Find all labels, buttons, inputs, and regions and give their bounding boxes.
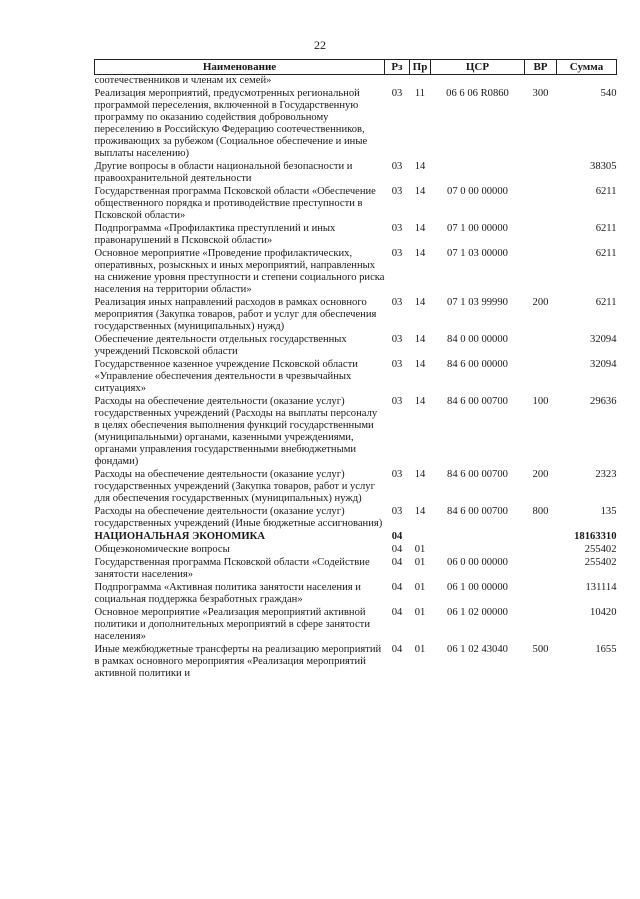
cell-rz: 04: [391, 607, 403, 618]
cell-vr: 100: [532, 396, 549, 407]
cell-pr: 11: [414, 88, 426, 99]
cell-vr: [525, 544, 557, 557]
cell-csr: 06 1 00 00000: [447, 582, 508, 593]
header-csr: ЦСР: [431, 60, 525, 75]
cell-csr: 06 1 02 43040: [447, 644, 508, 655]
cell-pr: 14: [414, 334, 426, 345]
table-row: [95, 88, 617, 161]
cell-name: Расходы на обеспечение деятельности (оказание услуг) государственных учреждений (Закупка товаров, работ и услуг для обеспечения государственных (муниципальных) нужд): [94, 469, 375, 504]
cell-pr: 14: [414, 161, 426, 172]
cell-csr: 07 0 00 00000: [447, 186, 508, 197]
cell-name: Основное мероприятие «Реализация мероприятий активной политики и дополнительных мероприятий в сфере занятости населения»: [94, 607, 370, 642]
cell-sum: 6211: [595, 186, 617, 197]
cell-pr: [410, 75, 431, 89]
table-row: [95, 359, 617, 396]
cell-rz: 04: [391, 644, 403, 655]
cell-rz: 03: [391, 469, 403, 480]
table-row: [95, 506, 617, 531]
cell-vr: [525, 531, 557, 544]
table-row: [95, 469, 617, 506]
cell-pr: 01: [414, 582, 426, 593]
cell-csr: 07 1 03 00000: [447, 248, 508, 259]
cell-sum: 32094: [590, 334, 617, 345]
cell-rz: [385, 75, 410, 89]
header-vr: ВР: [525, 60, 557, 75]
cell-vr: [525, 186, 557, 223]
table-row: [95, 248, 617, 297]
cell-sum: 6211: [595, 248, 617, 259]
cell-vr: [525, 557, 557, 582]
cell-vr: [525, 582, 557, 607]
table-row: [95, 396, 617, 469]
cell-name: Общеэкономические вопросы: [94, 544, 230, 555]
cell-rz: 03: [391, 297, 403, 308]
cell-vr: [525, 223, 557, 248]
cell-vr: 300: [532, 88, 549, 99]
cell-name: НАЦИОНАЛЬНАЯ ЭКОНОМИКА: [94, 531, 265, 542]
table-row: [95, 186, 617, 223]
cell-rz: 03: [391, 223, 403, 234]
cell-csr: [431, 75, 525, 89]
cell-pr: 14: [414, 396, 426, 407]
table-header-row: [95, 60, 617, 75]
cell-name: Реализация иных направлений расходов в рамках основного мероприятия (Закупка товаров, работ и услуг для обеспечения государственных (муниципальных) нужд): [94, 297, 377, 332]
header-pr: Пр: [410, 60, 431, 75]
cell-sum: 255402: [584, 544, 617, 555]
cell-rz: 03: [391, 248, 403, 259]
budget-table: [94, 59, 617, 681]
cell-rz: 03: [391, 359, 403, 370]
cell-name: Основное мероприятие «Проведение профилактических, оперативных, розыскных и иных мероприятий, направленных на снижение уровня преступности и степени социального риска населения на территории области»: [94, 248, 385, 295]
cell-name: Другие вопросы в области национальной безопасности и правоохранительной деятельности: [94, 161, 353, 184]
cell-csr: 84 6 00 00700: [447, 469, 508, 480]
cell-pr: 14: [414, 248, 426, 259]
cell-rz: 03: [391, 334, 403, 345]
cell-sum: 255402: [584, 557, 617, 568]
cell-name: Реализация мероприятий, предусмотренных региональной программой переселения, включенной в Государственную программу по оказанию содействия добровольному переселению в Российскую Федерацию соотечественников, проживающих за рубежом (Социальное обеспечение и иные выплаты населению): [94, 88, 368, 159]
cell-vr: [525, 334, 557, 359]
cell-csr: 84 6 00 00700: [447, 506, 508, 517]
table-row: [95, 297, 617, 334]
cell-name: Государственная программа Псковской области «Обеспечение общественного порядка и противодействие преступности в Псковской области»: [94, 186, 376, 221]
cell-sum: 10420: [590, 607, 617, 618]
table-row: [95, 607, 617, 644]
cell-pr: 01: [414, 544, 426, 555]
table-row: [95, 531, 617, 544]
cell-csr: [431, 531, 525, 544]
cell-rz: 04: [391, 544, 403, 555]
cell-vr: [525, 75, 557, 89]
cell-sum: 6211: [595, 223, 617, 234]
cell-pr: 01: [414, 607, 426, 618]
cell-pr: 14: [414, 297, 426, 308]
cell-rz: 04: [391, 557, 403, 568]
cell-name: Расходы на обеспечение деятельности (оказание услуг) государственных учреждений (Расходы на выплаты персоналу в целях обеспечения выполнения функций государственными (муниципальными) органами, казенными учреждениями, органами управления государственными внебюджетными фондами): [94, 396, 378, 467]
cell-csr: 84 6 00 00700: [447, 396, 508, 407]
cell-pr: 14: [414, 506, 426, 517]
cell-csr: [431, 544, 525, 557]
cell-rz: 03: [391, 161, 403, 172]
cell-name: Государственная программа Псковской области «Содействие занятости населения»: [94, 557, 370, 580]
cell-vr: 800: [532, 506, 549, 517]
cell-rz: 03: [391, 88, 403, 99]
header-name: Наименование: [95, 60, 385, 75]
cell-pr: 01: [414, 644, 426, 655]
cell-vr: [525, 607, 557, 644]
table-row: [95, 544, 617, 557]
table-row: [95, 161, 617, 186]
cell-pr: [410, 531, 431, 544]
cell-name: Обеспечение деятельности отдельных государственных учреждений Псковской области: [94, 334, 347, 357]
cell-vr: [525, 248, 557, 297]
table-row: [95, 223, 617, 248]
cell-pr: 14: [414, 359, 426, 370]
header-sum: Сумма: [557, 60, 617, 75]
cell-rz: 03: [391, 396, 403, 407]
cell-rz: 04: [391, 582, 403, 593]
cell-name: соотечественников и членам их семей»: [94, 75, 272, 86]
cell-sum: 2323: [595, 469, 617, 480]
cell-sum: 1655: [595, 644, 617, 655]
cell-name: Расходы на обеспечение деятельности (оказание услуг) государственных учреждений (Иные бюджетные ассигнования): [94, 506, 383, 529]
cell-csr: 84 6 00 00000: [447, 359, 508, 370]
cell-csr: [431, 161, 525, 186]
cell-sum: 540: [600, 88, 617, 99]
cell-name: Подпрограмма «Активная политика занятости населения и социальная поддержка безработных граждан»: [94, 582, 361, 605]
cell-pr: 14: [414, 223, 426, 234]
cell-vr: 500: [532, 644, 549, 655]
cell-pr: 01: [414, 557, 426, 568]
cell-sum: 32094: [590, 359, 617, 370]
table-row: [95, 75, 617, 89]
cell-name: Подпрограмма «Профилактика преступлений и иных правонарушений в Псковской области»: [94, 223, 336, 246]
table-row: [95, 582, 617, 607]
cell-sum: 29636: [590, 396, 617, 407]
table-row: [95, 334, 617, 359]
header-rz: Рз: [385, 60, 410, 75]
cell-sum: 6211: [595, 297, 617, 308]
cell-name: Государственное казенное учреждение Псковской области «Управление обеспечения деятельности в чрезвычайных ситуациях»: [94, 359, 358, 394]
cell-rz: 03: [391, 186, 403, 197]
cell-csr: 84 0 00 00000: [447, 334, 508, 345]
cell-vr: 200: [532, 297, 549, 308]
table-row: [95, 644, 617, 681]
cell-pr: 14: [414, 469, 426, 480]
cell-sum: 131114: [585, 582, 617, 593]
cell-pr: 14: [414, 186, 426, 197]
cell-csr: 06 0 00 00000: [447, 557, 508, 568]
cell-csr: 07 1 00 00000: [447, 223, 508, 234]
cell-sum: [557, 75, 617, 89]
cell-csr: 06 6 06 R0860: [446, 88, 509, 99]
cell-vr: [525, 359, 557, 396]
cell-rz: 04: [391, 531, 403, 542]
table-row: [95, 557, 617, 582]
cell-vr: [525, 161, 557, 186]
cell-csr: 07 1 03 99990: [447, 297, 508, 308]
cell-sum: 18163310: [574, 531, 617, 542]
cell-sum: 135: [600, 506, 617, 517]
page-number: 22: [314, 38, 326, 52]
cell-csr: 06 1 02 00000: [447, 607, 508, 618]
cell-rz: 03: [391, 506, 403, 517]
cell-name: Иные межбюджетные трансферты на реализацию мероприятий в рамках основного мероприятия «Реализация мероприятий активной политики и: [94, 644, 382, 679]
cell-sum: 38305: [590, 161, 617, 172]
cell-vr: 200: [532, 469, 549, 480]
